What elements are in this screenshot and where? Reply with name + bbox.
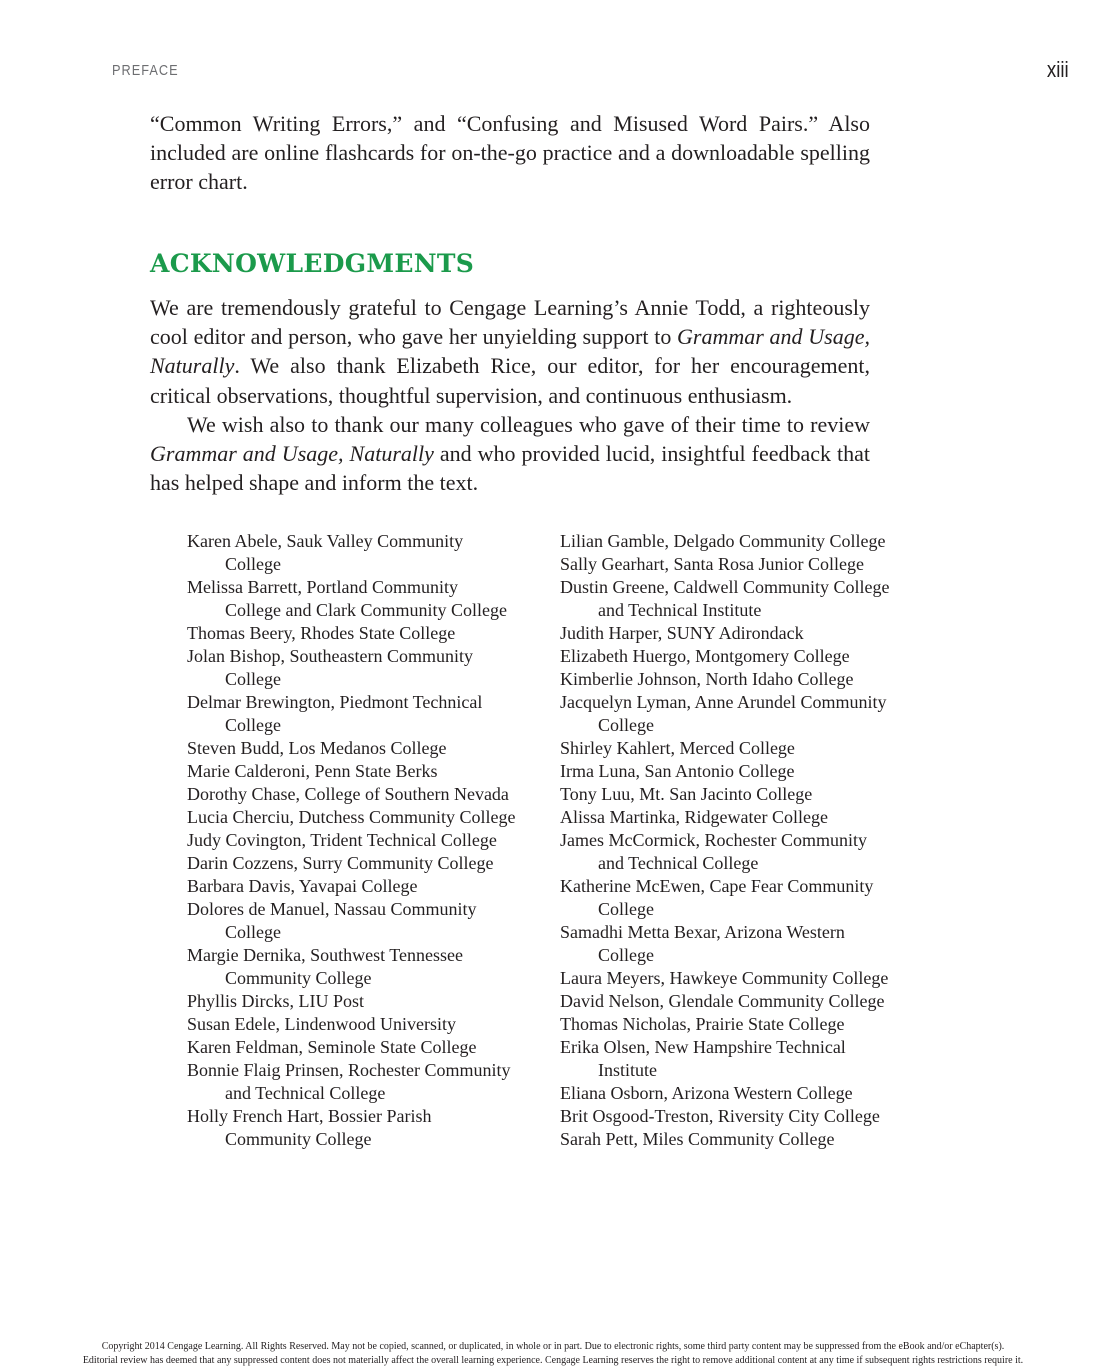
copyright-footer [0, 1340, 1106, 1368]
reviewer-entry: Erika Olsen, New Hampshire Technical Institute [560, 1037, 846, 1080]
reviewer-entry: James McCormick, Rochester Community and Technical College [560, 830, 867, 873]
reviewer-entry: Laura Meyers, Hawkeye Community College [560, 968, 889, 988]
reviewer-entry: David Nelson, Glendale Community College [560, 991, 885, 1011]
acknowledgments-paragraph-1 [150, 293, 870, 410]
acknowledgments-paragraph-2 [150, 410, 870, 498]
reviewer-entry: Eliana Osborn, Arizona Western College [560, 1083, 853, 1103]
intro-paragraph: “Common Writing Errors,” and “Confusing and Misused Word Pairs.” Also included are online flashcards for on-the-go practice and a downloadable spelling error chart. [150, 111, 870, 195]
reviewer-entry: Dolores de Manuel, Nassau Community College [187, 899, 477, 942]
p1-text-start: We are tremendously grateful to Cengage Learning’s Annie Todd, a righteously cool editor and person, who gave her unyielding support to [150, 295, 870, 350]
reviewer-entry: Karen Abele, Sauk Valley Community College [187, 531, 464, 574]
book-title: Grammar and Usage, Naturally [150, 441, 434, 467]
copyright-line-1: Copyright 2014 Cengage Learning. All Rights Reserved. May not be copied, scanned, or duplicated, in whole or in part. Due to electronic rights, some third party content may be suppressed from the eBook and/or eChapter(s). [101, 1341, 1005, 1352]
p2-text-start: We wish also to thank our many colleagues who gave of their time to review [187, 411, 870, 437]
reviewer-entry: Delmar Brewington, Piedmont Technical College [187, 692, 483, 735]
reviewer-entry: Susan Edele, Lindenwood University [187, 1014, 456, 1034]
reviewer-column-right [560, 530, 890, 1151]
reviewer-entry: Melissa Barrett, Portland Community College and Clark Community College [187, 577, 507, 620]
reviewer-entry: Barbara Davis, Yavapai College [187, 876, 418, 896]
reviewer-entry: Marie Calderoni, Penn State Berks [187, 761, 438, 781]
reviewer-entry: Judith Harper, SUNY Adirondack [560, 623, 804, 643]
reviewer-entry: Samadhi Metta Bexar, Arizona Western College [560, 922, 845, 965]
reviewer-entry: Katherine McEwen, Cape Fear Community College [560, 876, 874, 919]
reviewer-entry: Irma Luna, San Antonio College [560, 761, 795, 781]
acknowledgments-body [150, 293, 870, 497]
copyright-line-2: Editorial review has deemed that any suppressed content does not materially affect the overall learning experience. Cengage Learning reserves the right to remove additional content at any time if subsequent rights restrictions require it. [82, 1355, 1024, 1366]
reviewer-entry: Sarah Pett, Miles Community College [560, 1129, 835, 1149]
reviewer-entry: Tony Luu, Mt. San Jacinto College [560, 784, 813, 804]
reviewer-entry: Thomas Nicholas, Prairie State College [560, 1014, 845, 1034]
p1-text-end: . We also thank Elizabeth Rice, our editor, for her encouragement, critical observations, thoughtful supervision, and continuous enthusiasm. [150, 353, 870, 408]
reviewer-entry: Lilian Gamble, Delgado Community College [560, 531, 886, 551]
reviewer-entry: Dorothy Chase, College of Southern Nevada [187, 784, 509, 804]
page-number: xiii [1047, 57, 1069, 82]
reviewer-entry: Kimberlie Johnson, North Idaho College [560, 669, 854, 689]
reviewer-entry: Jacquelyn Lyman, Anne Arundel Community College [560, 692, 887, 735]
reviewer-entry: Darin Cozzens, Surry Community College [187, 853, 494, 873]
reviewer-entry: Elizabeth Huergo, Montgomery College [560, 646, 850, 666]
reviewer-entry: Brit Osgood-Treston, Riversity City College [560, 1106, 880, 1126]
reviewer-entry: Jolan Bishop, Southeastern Community College [187, 646, 473, 689]
running-head: PREFACE [112, 62, 179, 79]
reviewer-entry: Alissa Martinka, Ridgewater College [560, 807, 828, 827]
reviewer-entry: Shirley Kahlert, Merced College [560, 738, 795, 758]
reviewer-entry: Karen Feldman, Seminole State College [187, 1037, 477, 1057]
reviewer-entry: Phyllis Dircks, LIU Post [187, 991, 365, 1011]
reviewer-entry: Dustin Greene, Caldwell Community College and Technical Institute [560, 577, 890, 620]
reviewer-entry: Lucia Cherciu, Dutchess Community College [187, 807, 516, 827]
p2-text-end: and who provided lucid, insightful feedback that has helped shape and inform the text. [150, 441, 870, 496]
reviewer-entry: Holly French Hart, Bossier Parish Community College [187, 1106, 432, 1149]
reviewer-entry: Judy Covington, Trident Technical College [187, 830, 497, 850]
reviewer-entry: Steven Budd, Los Medanos College [187, 738, 447, 758]
reviewer-entry: Thomas Beery, Rhodes State College [187, 623, 456, 643]
book-title: Grammar and Usage, Naturally [150, 324, 870, 379]
reviewer-entry: Margie Dernika, Southwest Tennessee Community College [187, 945, 464, 988]
reviewer-entry: Bonnie Flaig Prinsen, Rochester Community and Technical College [187, 1060, 511, 1103]
reviewer-entry: Sally Gearhart, Santa Rosa Junior College [560, 554, 864, 574]
reviewer-column-left [187, 530, 517, 1151]
acknowledgments-heading: ACKNOWLEDGMENTS [150, 249, 475, 278]
